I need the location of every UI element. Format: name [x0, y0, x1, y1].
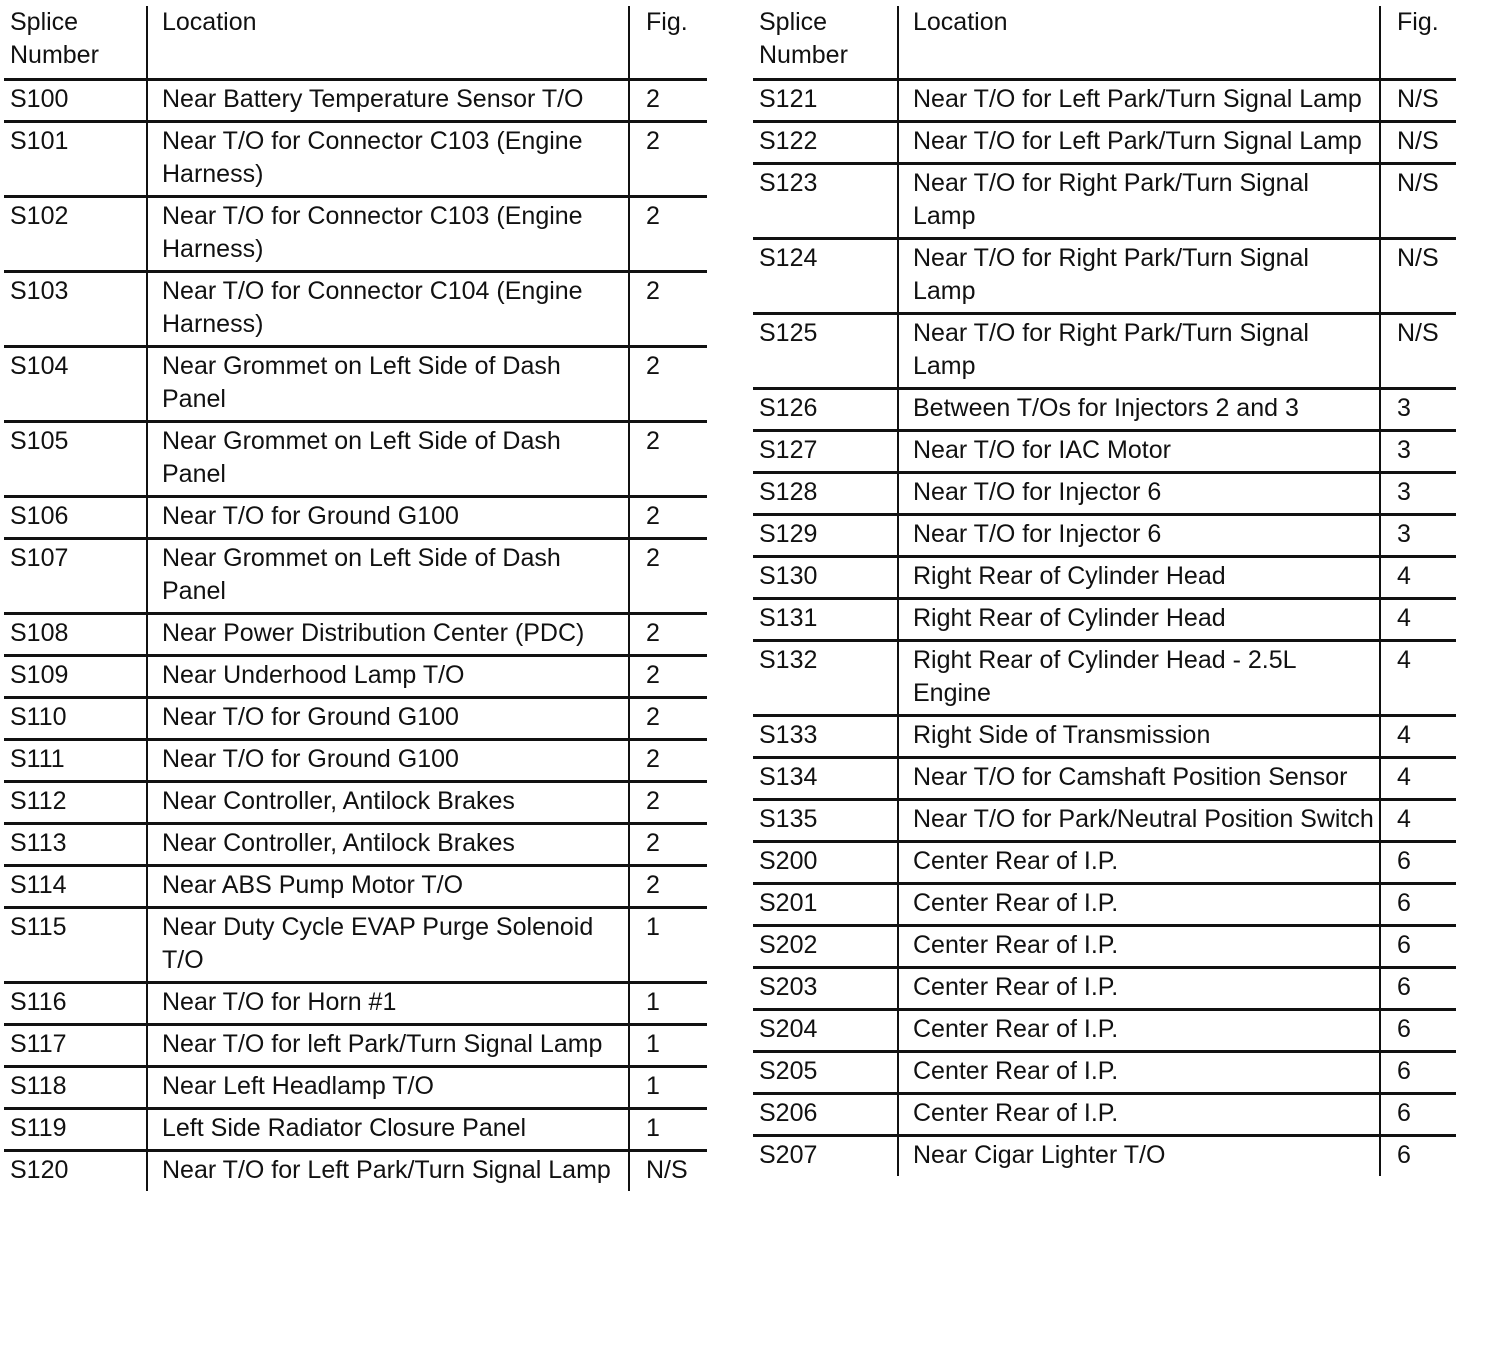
table-row	[4, 80, 707, 122]
table-row	[4, 272, 707, 347]
fig-cell: 3	[1380, 473, 1456, 515]
table-row	[4, 422, 707, 497]
location-cell: Center Rear of I.P.	[898, 968, 1380, 1010]
splice-number-cell: S113	[10, 829, 67, 857]
header-location: Location	[898, 6, 1380, 80]
fig-cell: N/S	[1380, 80, 1456, 122]
location-cell: Near T/O for Left Park/Turn Signal Lamp	[147, 1151, 629, 1192]
table-row	[753, 926, 1456, 968]
fig-cell: 6	[1380, 1052, 1456, 1094]
location-cell: Center Rear of I.P.	[898, 884, 1380, 926]
fig-cell: 2	[629, 782, 707, 824]
location-cell: Near T/O for Ground G100	[147, 497, 629, 539]
location-cell: Near Controller, Antilock Brakes	[147, 782, 629, 824]
table-row	[753, 599, 1456, 641]
splice-number-cell: S124	[759, 244, 818, 272]
fig-cell: 6	[1380, 842, 1456, 884]
table-row	[753, 758, 1456, 800]
fig-cell: 6	[1380, 926, 1456, 968]
table-row	[753, 80, 1456, 122]
splice-number-cell: S115	[10, 913, 67, 941]
splice-number-cell: S123	[759, 169, 818, 197]
splice-number-cell: S126	[759, 394, 818, 422]
splice-number-cell: S202	[759, 931, 818, 959]
splice-number-cell: S101	[10, 127, 69, 155]
table-row	[4, 1067, 707, 1109]
location-cell: Near Duty Cycle EVAP Purge Solenoid T/O	[147, 908, 629, 983]
header-fig: Fig.	[629, 6, 707, 80]
location-cell: Right Rear of Cylinder Head	[898, 557, 1380, 599]
table-row	[753, 1010, 1456, 1052]
fig-cell: 4	[1380, 758, 1456, 800]
fig-cell: 4	[1380, 641, 1456, 716]
fig-cell: 1	[629, 983, 707, 1025]
fig-cell: 2	[629, 497, 707, 539]
splice-number-cell: S134	[759, 763, 818, 791]
location-cell: Right Rear of Cylinder Head - 2.5L Engine	[898, 641, 1380, 716]
fig-cell: N/S	[1380, 122, 1456, 164]
splice-number-cell: S128	[759, 478, 818, 506]
splice-number-cell: S133	[759, 721, 818, 749]
splice-number-cell: S207	[759, 1141, 818, 1169]
splice-number-cell: S127	[759, 436, 818, 464]
location-cell: Near T/O for Right Park/Turn Signal Lamp	[898, 239, 1380, 314]
fig-cell: 2	[629, 866, 707, 908]
location-cell: Center Rear of I.P.	[898, 926, 1380, 968]
table-row	[4, 983, 707, 1025]
location-cell: Near T/O for Left Park/Turn Signal Lamp	[898, 80, 1380, 122]
location-cell: Near T/O for Camshaft Position Sensor	[898, 758, 1380, 800]
table-row	[753, 515, 1456, 557]
splice-number-cell: S200	[759, 847, 818, 875]
location-cell: Near Underhood Lamp T/O	[147, 656, 629, 698]
splice-number-cell: S114	[10, 871, 67, 899]
location-cell: Near T/O for IAC Motor	[898, 431, 1380, 473]
location-cell: Near Grommet on Left Side of Dash Panel	[147, 347, 629, 422]
table-row	[753, 431, 1456, 473]
splice-number-cell: S121	[759, 85, 818, 113]
fig-cell: 2	[629, 614, 707, 656]
table-row	[4, 656, 707, 698]
splice-number-cell: S111	[10, 745, 65, 773]
location-cell: Near T/O for Park/Neutral Position Switch	[898, 800, 1380, 842]
splice-number-cell: S104	[10, 352, 69, 380]
splice-number-cell: S100	[10, 85, 69, 113]
splice-number-cell: S103	[10, 277, 69, 305]
table-row	[753, 314, 1456, 389]
location-cell: Near T/O for Horn #1	[147, 983, 629, 1025]
fig-cell: N/S	[1380, 314, 1456, 389]
table-row	[4, 1025, 707, 1067]
header-fig: Fig.	[1380, 6, 1456, 80]
fig-cell: 2	[629, 197, 707, 272]
splice-number-cell: S201	[759, 889, 818, 917]
location-cell: Right Rear of Cylinder Head	[898, 599, 1380, 641]
header-row	[753, 6, 1456, 80]
fig-cell: 2	[629, 740, 707, 782]
table-row	[753, 164, 1456, 239]
table-row	[4, 122, 707, 197]
splice-number-cell: S112	[10, 787, 67, 815]
header-row	[4, 6, 707, 80]
splice-number-cell: S105	[10, 427, 69, 455]
location-cell: Near Battery Temperature Sensor T/O	[147, 80, 629, 122]
table-row	[753, 389, 1456, 431]
table-row	[4, 698, 707, 740]
splice-number-cell: S135	[759, 805, 818, 833]
location-cell: Near T/O for Left Park/Turn Signal Lamp	[898, 122, 1380, 164]
fig-cell: 3	[1380, 431, 1456, 473]
fig-cell: 2	[629, 347, 707, 422]
fig-cell: 1	[629, 908, 707, 983]
table-row	[753, 122, 1456, 164]
location-cell: Center Rear of I.P.	[898, 1052, 1380, 1094]
location-cell: Near Controller, Antilock Brakes	[147, 824, 629, 866]
splice-number-cell: S106	[10, 502, 69, 530]
table-row	[753, 842, 1456, 884]
splice-number-cell: S203	[759, 973, 818, 1001]
table-row	[4, 497, 707, 539]
table-row	[4, 614, 707, 656]
splice-number-cell: S129	[759, 520, 818, 548]
location-cell: Between T/Os for Injectors 2 and 3	[898, 389, 1380, 431]
splice-number-cell: S120	[10, 1156, 69, 1184]
table-row	[753, 641, 1456, 716]
splice-number-cell: S117	[10, 1030, 67, 1058]
fig-cell: 2	[629, 422, 707, 497]
table-row	[753, 968, 1456, 1010]
location-cell: Near T/O for Ground G100	[147, 740, 629, 782]
table-row	[753, 1136, 1456, 1177]
table-row	[4, 347, 707, 422]
table-row	[4, 539, 707, 614]
table-row	[753, 884, 1456, 926]
fig-cell: 6	[1380, 1094, 1456, 1136]
fig-cell: 2	[629, 539, 707, 614]
table-row	[4, 866, 707, 908]
fig-cell: 2	[629, 272, 707, 347]
splice-number-cell: S131	[759, 604, 818, 632]
fig-cell: N/S	[1380, 239, 1456, 314]
fig-cell: 2	[629, 824, 707, 866]
table-row	[753, 800, 1456, 842]
splice-number-cell: S204	[759, 1015, 818, 1043]
location-cell: Near T/O for Injector 6	[898, 515, 1380, 557]
fig-cell: N/S	[1380, 164, 1456, 239]
location-cell: Near T/O for Connector C103 (Engine Harness)	[147, 122, 629, 197]
location-cell: Near Grommet on Left Side of Dash Panel	[147, 539, 629, 614]
fig-cell: 3	[1380, 389, 1456, 431]
splice-number-cell: S205	[759, 1057, 818, 1085]
fig-cell: N/S	[629, 1151, 707, 1192]
fig-cell: 2	[629, 80, 707, 122]
fig-cell: 1	[629, 1109, 707, 1151]
splice-number-cell: S132	[759, 646, 818, 674]
fig-cell: 4	[1380, 557, 1456, 599]
splice-number-cell: S206	[759, 1099, 818, 1127]
splice-table-left	[4, 6, 707, 1191]
table-row	[753, 1052, 1456, 1094]
splice-number-cell: S102	[10, 202, 69, 230]
table-row	[4, 740, 707, 782]
splice-table-right	[753, 6, 1456, 1176]
splice-number-cell: S118	[10, 1072, 67, 1100]
location-cell: Near T/O for Connector C104 (Engine Harness)	[147, 272, 629, 347]
fig-cell: 1	[629, 1067, 707, 1109]
fig-cell: 2	[629, 656, 707, 698]
location-cell: Near T/O for left Park/Turn Signal Lamp	[147, 1025, 629, 1067]
splice-number-cell: S110	[10, 703, 67, 731]
location-cell: Near T/O for Connector C103 (Engine Harness)	[147, 197, 629, 272]
location-cell: Left Side Radiator Closure Panel	[147, 1109, 629, 1151]
splice-number-cell: S122	[759, 127, 818, 155]
splice-number-cell: S130	[759, 562, 818, 590]
table-row	[4, 908, 707, 983]
location-cell: Near Left Headlamp T/O	[147, 1067, 629, 1109]
location-cell: Center Rear of I.P.	[898, 1094, 1380, 1136]
table-row	[4, 1109, 707, 1151]
splice-number-cell: S109	[10, 661, 69, 689]
location-cell: Near Grommet on Left Side of Dash Panel	[147, 422, 629, 497]
location-cell: Near T/O for Ground G100	[147, 698, 629, 740]
table-row	[753, 557, 1456, 599]
fig-cell: 6	[1380, 1010, 1456, 1052]
table-row	[753, 239, 1456, 314]
splice-number-cell: S108	[10, 619, 69, 647]
fig-cell: 3	[1380, 515, 1456, 557]
table-row	[753, 473, 1456, 515]
fig-cell: 4	[1380, 716, 1456, 758]
fig-cell: 4	[1380, 800, 1456, 842]
fig-cell: 1	[629, 1025, 707, 1067]
location-cell: Near ABS Pump Motor T/O	[147, 866, 629, 908]
location-cell: Near T/O for Right Park/Turn Signal Lamp	[898, 164, 1380, 239]
fig-cell: 6	[1380, 884, 1456, 926]
table-row	[4, 824, 707, 866]
location-cell: Near T/O for Right Park/Turn Signal Lamp	[898, 314, 1380, 389]
fig-cell: 2	[629, 122, 707, 197]
fig-cell: 4	[1380, 599, 1456, 641]
splice-number-cell: S107	[10, 544, 69, 572]
table-row	[4, 782, 707, 824]
location-cell: Near Power Distribution Center (PDC)	[147, 614, 629, 656]
fig-cell: 6	[1380, 968, 1456, 1010]
table-row	[753, 1094, 1456, 1136]
location-cell: Right Side of Transmission	[898, 716, 1380, 758]
table-row	[4, 197, 707, 272]
location-cell: Center Rear of I.P.	[898, 842, 1380, 884]
location-cell: Center Rear of I.P.	[898, 1010, 1380, 1052]
splice-number-cell: S119	[10, 1114, 67, 1142]
table-row	[753, 716, 1456, 758]
header-splice-number: Splice Number	[10, 8, 99, 69]
header-splice-number: Splice Number	[759, 8, 848, 69]
location-cell: Near Cigar Lighter T/O	[898, 1136, 1380, 1177]
table-row	[4, 1151, 707, 1192]
splice-number-cell: S125	[759, 319, 818, 347]
location-cell: Near T/O for Injector 6	[898, 473, 1380, 515]
fig-cell: 2	[629, 698, 707, 740]
splice-number-cell: S116	[10, 988, 67, 1016]
header-location: Location	[147, 6, 629, 80]
fig-cell: 6	[1380, 1136, 1456, 1177]
